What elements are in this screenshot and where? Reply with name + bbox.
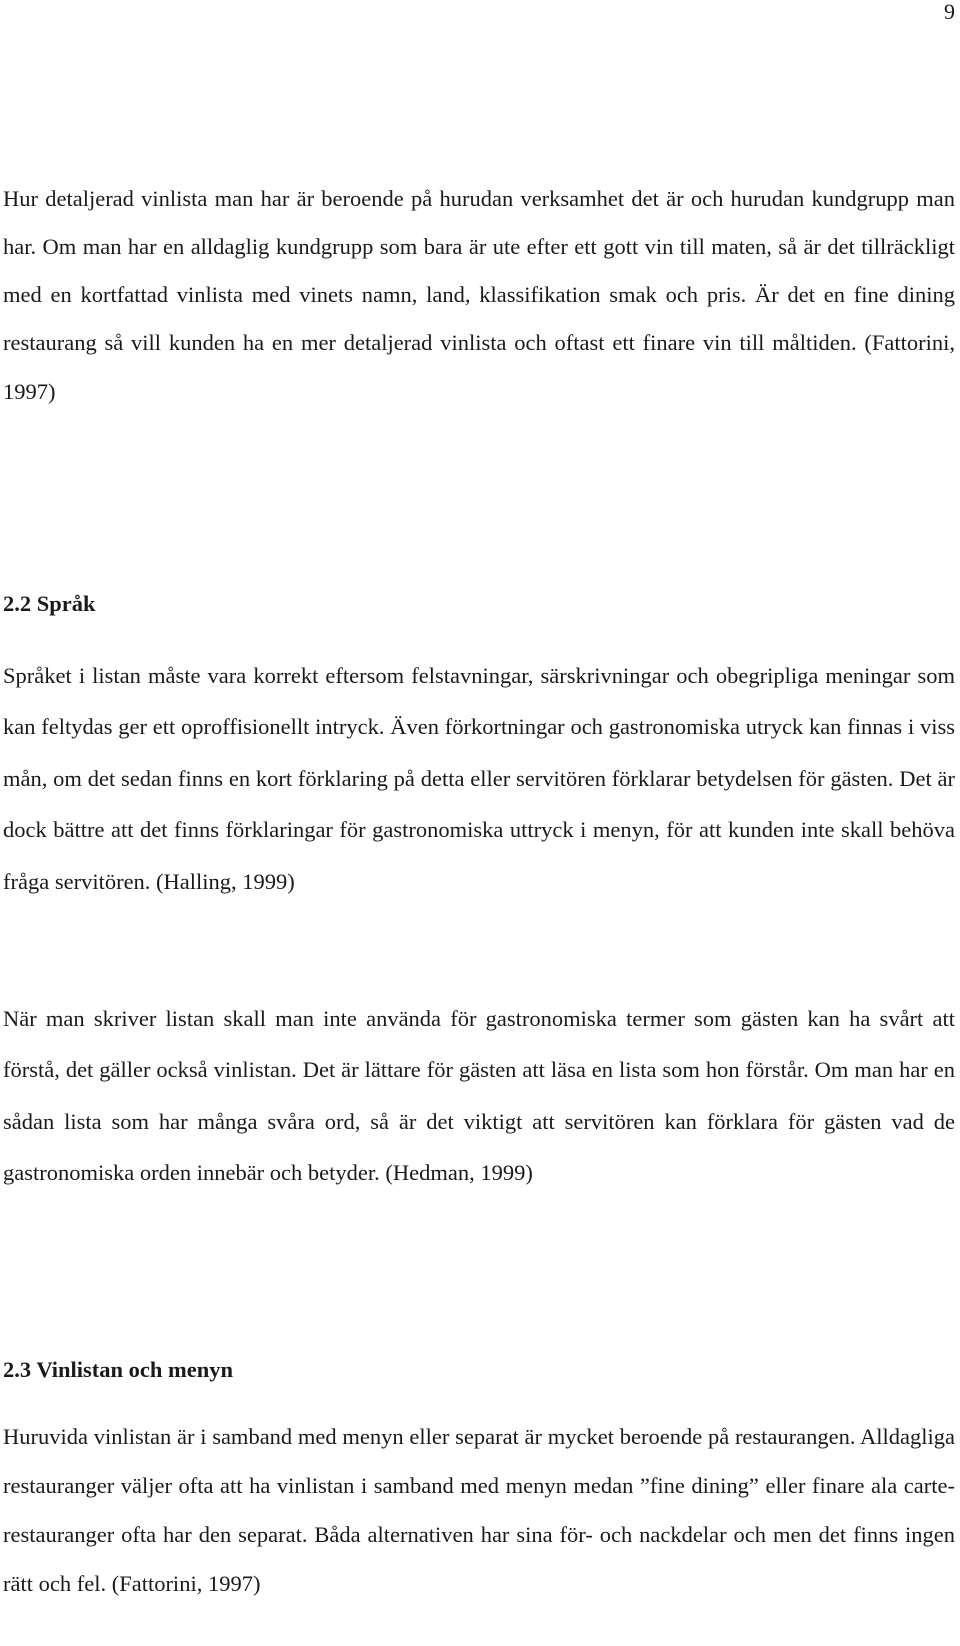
sprak-paragraph-2: När man skriver listan skall man inte använda för gastronomiska termer som gästen kan ha svårt att förstå, det gäller också vinlistan. Det är lättare för gästen att läsa en lista som hon förstår. Om man har en sådan lista som har många svåra ord, så är det viktigt att servitören kan förklara för gästen vad de gastronomiska orden innebär och betyder. (Hedman, 1999)	[3, 1005, 955, 1185]
section-heading-sprak: 2.2 Språk	[3, 590, 96, 616]
intro-paragraph: Hur detaljerad vinlista man har är beroende på hurudan verksamhet det är och hurudan kundgrupp man har. Om man har en alldaglig kundgrupp som bara är ute efter ett gott vin till maten, så är det tillräckligt med en kortfattad vinlista med vinets namn, land, klassifikation smak och pris. Är det en fine dining restaurang så vill kunden ha en mer detaljerad vinlista och oftast ett finare vin till måltiden. (Fattorini, 1997)	[3, 185, 955, 404]
sprak-paragraph-1: Språket i listan måste vara korrekt eftersom felstavningar, särskrivningar och obegripliga meningar som kan feltydas ger ett oproffisionellt intryck. Även förkortningar och gastronomiska utryck kan finnas i viss mån, om det sedan finns en kort förklaring på detta eller servitören förklarar betydelsen för gästen. Det är dock bättre att det finns förklaringar för gastronomiska uttryck i menyn, för att kunden inte skall behöva fråga servitören. (Halling, 1999)	[3, 662, 955, 894]
section-heading-vinlistan: 2.3 Vinlistan och menyn	[3, 1356, 234, 1382]
page-number: 9	[944, 0, 955, 24]
vinlistan-paragraph: Huruvida vinlistan är i samband med menyn eller separat är mycket beroende på restaurangen. Alldagliga restauranger väljer ofta att ha vinlistan i samband med menyn medan ”fine dining” eller finare ala carte-restauranger ofta har den separat. Båda alternativen har sina för- och nackdelar och men det finns ingen rätt och fel. (Fattorini, 1997)	[3, 1423, 955, 1597]
